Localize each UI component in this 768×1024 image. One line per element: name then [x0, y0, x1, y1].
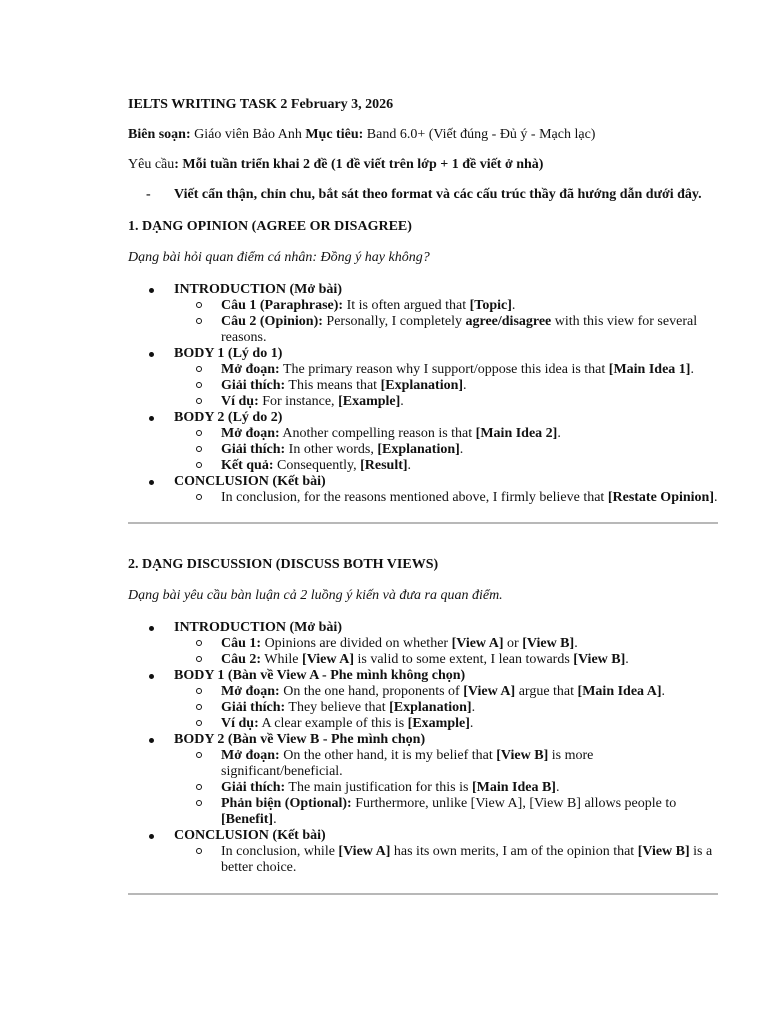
text-fragment: argue that — [515, 684, 578, 699]
sub-item-text — [221, 844, 712, 875]
sub-item — [174, 298, 718, 314]
text-fragment: . — [407, 458, 412, 473]
author-name: Giáo viên Bảo Anh — [194, 127, 302, 142]
bold-fragment: Mở đoạn: — [221, 362, 280, 377]
sub-list — [174, 426, 718, 474]
circle-bullet-icon — [196, 318, 202, 324]
text-fragment: It is often argued that — [343, 298, 470, 313]
bold-fragment: [Explanation] — [380, 378, 464, 393]
text-fragment: Opinions are divided on whether — [261, 636, 452, 651]
sub-item — [174, 796, 718, 828]
note-row — [128, 187, 718, 203]
text-fragment: . — [661, 684, 666, 699]
bold-fragment: agree/disagree — [465, 314, 552, 329]
author-label: Biên soạn: — [128, 127, 191, 142]
text-fragment: is valid to some extent, I lean towards — [354, 652, 574, 667]
text-fragment: In other words, — [285, 442, 378, 457]
sub-item — [174, 684, 718, 700]
bullet-icon — [149, 738, 154, 743]
circle-bullet-icon — [196, 430, 202, 436]
section-outline — [128, 620, 718, 876]
text-fragment: . — [471, 700, 476, 715]
bold-fragment: [Main Idea 2] — [475, 426, 558, 441]
sub-item-text — [221, 458, 411, 473]
sub-item-text — [221, 426, 561, 441]
bullet-icon — [149, 834, 154, 839]
bold-fragment: Ví dụ: — [221, 716, 259, 731]
bold-fragment: Ví dụ: — [221, 394, 259, 409]
text-fragment: This means that — [285, 378, 381, 393]
text-fragment: In conclusion, for the reasons mentioned above, I firmly believe that — [221, 490, 608, 505]
bold-fragment: [View B] — [496, 748, 549, 763]
bold-fragment: Mở đoạn: — [221, 684, 280, 699]
section-description: Dạng bài hỏi quan điểm cá nhân: Đồng ý hay không? — [128, 250, 430, 265]
outline-item-label: BODY 2 (Bàn về View B - Phe mình chọn) — [174, 732, 426, 747]
circle-bullet-icon — [196, 494, 202, 500]
text-fragment: . — [459, 442, 464, 457]
circle-bullet-icon — [196, 462, 202, 468]
bold-fragment: [Benefit] — [221, 812, 274, 827]
outline-item — [128, 282, 718, 346]
doc-title: IELTS WRITING TASK 2 February 3, 2026 — [128, 97, 394, 112]
bullet-icon — [149, 288, 154, 293]
bold-fragment: [Explanation] — [377, 442, 460, 457]
bold-fragment: [Result] — [360, 458, 408, 473]
bold-fragment: Giải thích: — [221, 378, 286, 393]
outline-item — [128, 474, 718, 506]
sub-list — [174, 748, 718, 828]
bullet-icon — [149, 626, 154, 631]
sub-item — [174, 636, 718, 652]
sub-item — [174, 394, 718, 410]
circle-bullet-icon — [196, 784, 202, 790]
goal-label: Mục tiêu: — [305, 127, 364, 142]
outline-item — [128, 732, 718, 828]
sub-item — [174, 748, 718, 780]
text-fragment: Another compelling reason is that — [279, 426, 476, 441]
text-fragment: is a better choice. — [221, 844, 713, 875]
bold-fragment: Mở đoạn: — [221, 748, 280, 763]
bullet-icon — [149, 416, 154, 421]
section-heading: 1. DẠNG OPINION (AGREE OR DISAGREE) — [128, 219, 412, 234]
bold-fragment: [Example] — [338, 394, 401, 409]
sub-item — [174, 378, 718, 394]
text-fragment: Personally, I completely — [322, 314, 466, 329]
outline-item — [128, 828, 718, 876]
bold-fragment: Câu 2: — [221, 652, 262, 667]
sub-item — [174, 442, 718, 458]
bold-fragment: [Main Idea B] — [471, 780, 556, 795]
circle-bullet-icon — [196, 688, 202, 694]
circle-bullet-icon — [196, 720, 202, 726]
sub-item-text — [221, 362, 694, 377]
requirement-label: Yêu cầu — [128, 157, 175, 172]
text-fragment: While — [261, 652, 303, 667]
sub-list — [174, 298, 718, 346]
sub-item-text — [221, 652, 629, 667]
text-fragment: has its own merits, I am of the opinion that — [390, 844, 638, 859]
section-outline — [128, 282, 718, 506]
bold-fragment: [View A] — [338, 844, 391, 859]
sub-item — [174, 700, 718, 716]
sub-item-text — [221, 442, 463, 457]
horizontal-divider — [128, 522, 718, 524]
goal-text: Band 6.0+ (Viết đúng - Đủ ý - Mạch lạc) — [366, 127, 596, 142]
text-fragment: with this view for several reasons. — [221, 314, 698, 345]
text-fragment: . — [625, 652, 629, 667]
bold-fragment: Giải thích: — [221, 442, 286, 457]
text-fragment: . — [463, 378, 467, 393]
text-fragment: . — [574, 636, 578, 651]
sub-item — [174, 780, 718, 796]
sub-item-text — [221, 378, 467, 393]
sub-list — [174, 844, 718, 876]
bold-fragment: [Main Idea A] — [577, 684, 662, 699]
circle-bullet-icon — [196, 302, 202, 308]
sub-item-text — [221, 716, 473, 731]
text-fragment: . — [555, 780, 560, 795]
dash-marker: - — [146, 187, 151, 202]
sub-item-text — [221, 700, 475, 715]
note-text: Viết cẩn thận, chỉn chu, bắt sát theo format và các cấu trúc thầy đã hướng dẫn dưới đây. — [174, 187, 702, 202]
sub-item-text — [221, 780, 559, 795]
bold-fragment: [Example] — [407, 716, 470, 731]
text-fragment: On the one hand, proponents of — [279, 684, 464, 699]
sub-item — [174, 458, 718, 474]
outline-item-label: INTRODUCTION (Mở bài) — [174, 620, 342, 635]
text-fragment: Consequently, — [273, 458, 361, 473]
outline-item — [128, 346, 718, 410]
text-fragment: is more significant/beneficial. — [221, 748, 594, 779]
sub-item-text — [221, 796, 676, 827]
outline-item-label: INTRODUCTION (Mở bài) — [174, 282, 342, 297]
horizontal-divider — [128, 893, 718, 895]
circle-bullet-icon — [196, 366, 202, 372]
circle-bullet-icon — [196, 382, 202, 388]
bold-fragment: [View B] — [522, 636, 575, 651]
sub-item-text — [221, 298, 515, 313]
circle-bullet-icon — [196, 848, 202, 854]
bold-fragment: Giải thích: — [221, 780, 286, 795]
bold-fragment: Kết quả: — [221, 458, 274, 473]
sub-item-text — [221, 490, 718, 505]
text-fragment: In conclusion, while — [221, 844, 339, 859]
bold-fragment: [Main Idea 1] — [608, 362, 691, 377]
bold-fragment: [View B] — [637, 844, 690, 859]
sub-item — [174, 652, 718, 668]
bold-fragment: Mở đoạn: — [221, 426, 280, 441]
sub-item-text — [221, 684, 665, 699]
bullet-icon — [149, 352, 154, 357]
text-fragment: A clear example of this is — [258, 716, 408, 731]
text-fragment: or — [503, 636, 523, 651]
text-fragment: The main justification for this is — [285, 780, 472, 795]
bold-fragment: [View A] — [302, 652, 354, 667]
circle-bullet-icon — [196, 656, 202, 662]
text-fragment: On the other hand, it is my belief that — [279, 748, 497, 763]
text-fragment: . — [469, 716, 474, 731]
sub-item — [174, 426, 718, 442]
circle-bullet-icon — [196, 704, 202, 710]
sub-item — [174, 314, 718, 346]
section-description: Dạng bài yêu cầu bàn luận cả 2 luồng ý kiến và đưa ra quan điểm. — [128, 588, 503, 603]
text-fragment: . — [714, 490, 718, 505]
bold-fragment: [View A] — [463, 684, 516, 699]
circle-bullet-icon — [196, 752, 202, 758]
outline-item-label: CONCLUSION (Kết bài) — [174, 828, 326, 843]
text-fragment: For instance, — [258, 394, 339, 409]
document-body — [128, 97, 718, 895]
outline-item-label: BODY 1 (Bàn về View A - Phe mình không chọn) — [174, 668, 466, 683]
sub-item — [174, 716, 718, 732]
bold-fragment: [Topic] — [469, 298, 512, 313]
sub-item-text — [221, 314, 697, 345]
bold-fragment: Câu 2 (Opinion): — [221, 314, 323, 329]
bold-fragment: [View B] — [573, 652, 626, 667]
bold-fragment: Giải thích: — [221, 700, 286, 715]
bold-fragment: Phản biện (Optional): — [221, 796, 352, 811]
sub-list — [174, 684, 718, 732]
requirement-text: : Mỗi tuần triển khai 2 đề (1 đề viết trên lớp + 1 đề viết ở nhà) — [174, 157, 544, 172]
bullet-icon — [149, 674, 154, 679]
sub-list — [174, 490, 718, 506]
bold-fragment: Câu 1 (Paraphrase): — [221, 298, 344, 313]
circle-bullet-icon — [196, 398, 202, 404]
outline-item — [128, 668, 718, 732]
outline-item-label: BODY 2 (Lý do 2) — [174, 410, 283, 425]
text-fragment: They believe that — [285, 700, 390, 715]
text-fragment: Furthermore, unlike [View A], [View B] allows people to — [351, 796, 677, 811]
sub-item-text — [221, 636, 578, 651]
bold-fragment: [Restate Opinion] — [607, 490, 714, 505]
bold-fragment: Câu 1: — [221, 636, 262, 651]
sub-list — [174, 362, 718, 410]
outline-item-label: CONCLUSION (Kết bài) — [174, 474, 326, 489]
circle-bullet-icon — [196, 800, 202, 806]
requirement — [128, 157, 718, 173]
section-heading: 2. DẠNG DISCUSSION (DISCUSS BOTH VIEWS) — [128, 557, 439, 572]
sub-item — [174, 490, 718, 506]
outline-item-label: BODY 1 (Lý do 1) — [174, 346, 283, 361]
circle-bullet-icon — [196, 446, 202, 452]
sub-list — [174, 636, 718, 668]
outline-item — [128, 620, 718, 668]
text-fragment: . — [690, 362, 694, 377]
sub-item-text — [221, 748, 593, 779]
text-fragment: . — [557, 426, 561, 441]
text-fragment: . — [273, 812, 277, 827]
text-fragment: . — [511, 298, 516, 313]
bold-fragment: [View A] — [451, 636, 504, 651]
doc-meta — [128, 127, 718, 143]
bullet-icon — [149, 480, 154, 485]
sub-item-text — [221, 394, 404, 409]
bold-fragment: [Explanation] — [389, 700, 472, 715]
text-fragment: . — [400, 394, 404, 409]
sub-item — [174, 362, 718, 378]
circle-bullet-icon — [196, 640, 202, 646]
outline-item — [128, 410, 718, 474]
sub-item — [174, 844, 718, 876]
text-fragment: The primary reason why I support/oppose this idea is that — [279, 362, 609, 377]
